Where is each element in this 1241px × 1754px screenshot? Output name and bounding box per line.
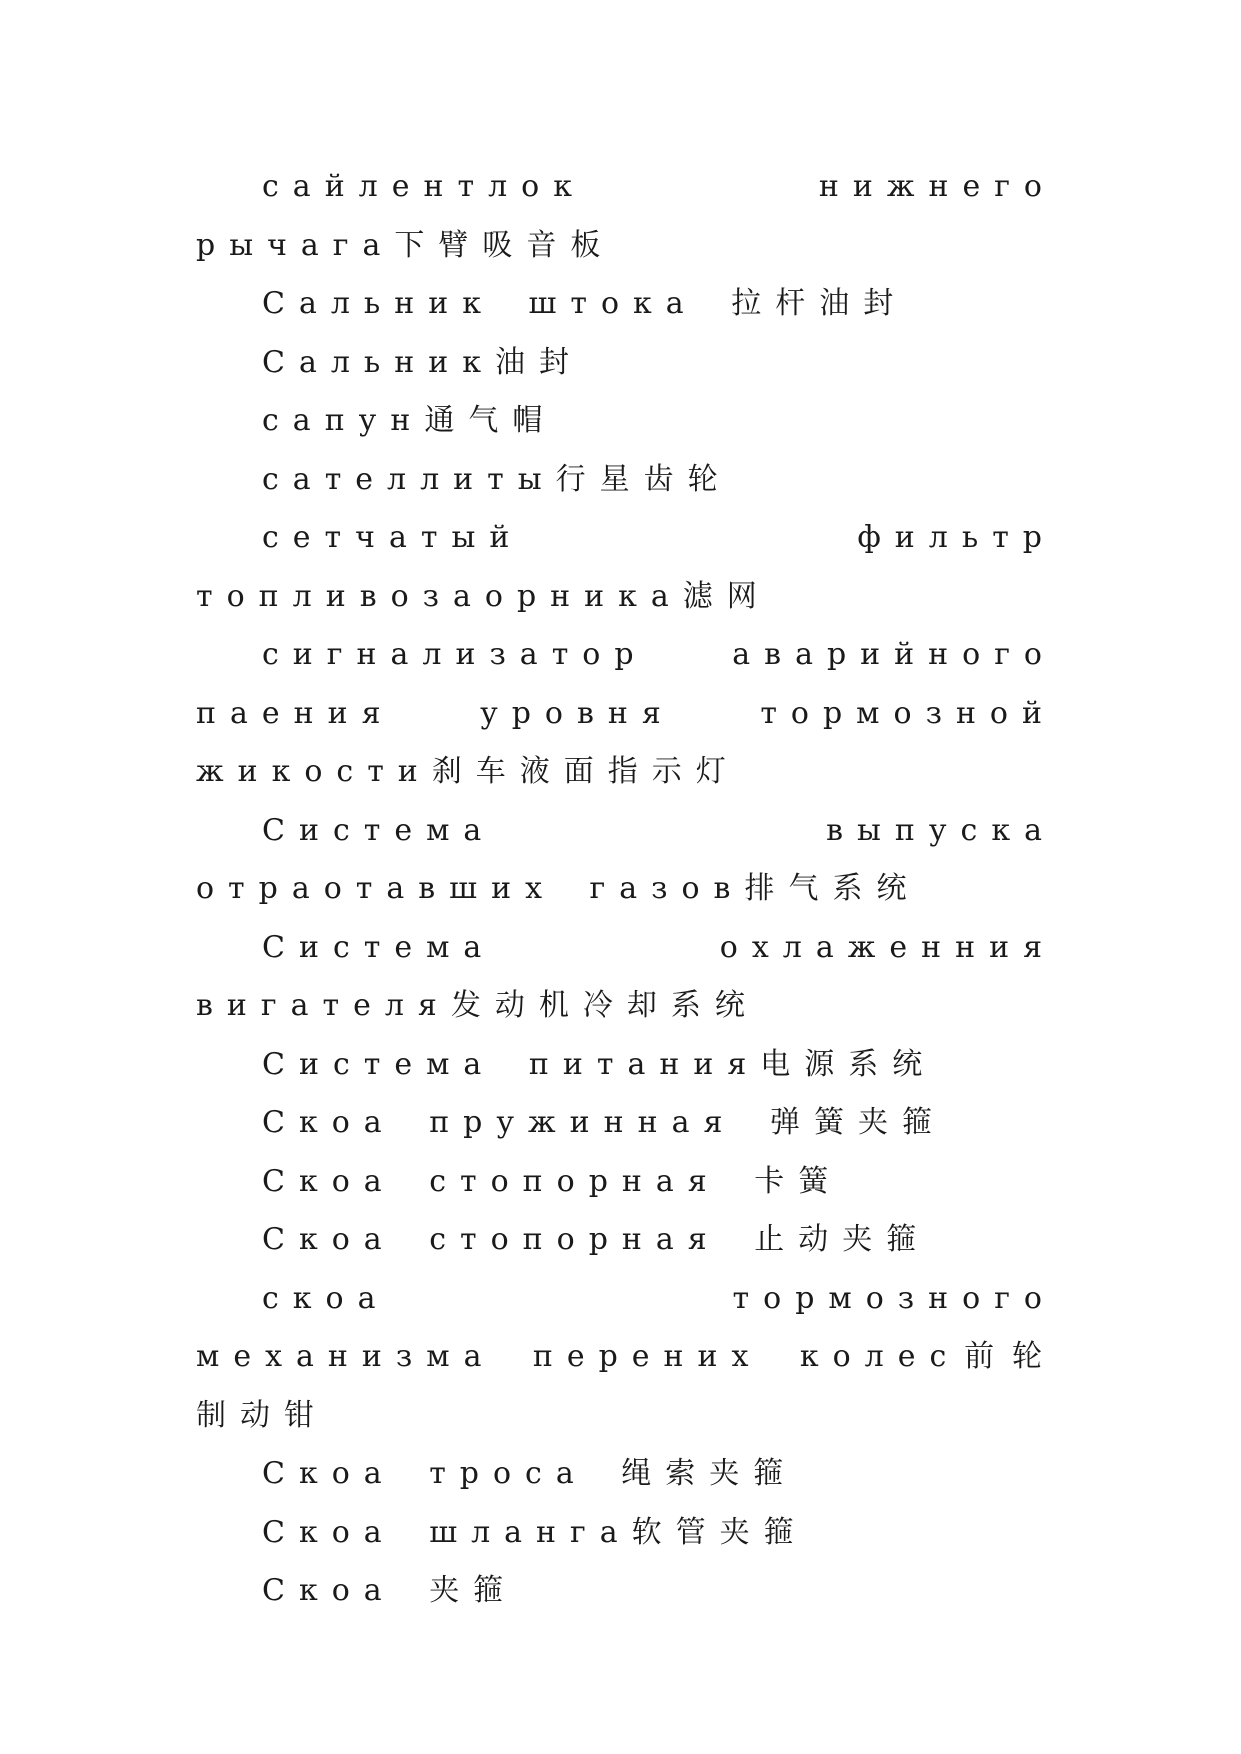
glossary-entry: Система питания电源系统 [262,1046,937,1082]
glossary-entry: Сальник штока 拉杆油封 [262,286,908,321]
glossary-text [196,158,1056,1621]
glossary-entry: Система выпуска отраотавших газов排气系统 [196,812,1056,906]
glossary-entry: Скоа 夹箍 [262,1573,518,1608]
glossary-entry: Скоа пружинная 弹簧夹箍 [262,1105,946,1140]
glossary-entry: сетчатый фильтр топливозаорника滤网 [196,520,1056,614]
glossary-entry: сапун通气帽 [262,403,557,438]
glossary-entry: сателлиты行星齿轮 [262,461,732,497]
glossary-entry: Сальник油封 [262,344,583,380]
glossary-entry: Скоа стопорная 卡簧 [262,1163,843,1199]
glossary-entry: Скоа троса 绳索夹箍 [262,1456,798,1491]
glossary-entry: скоа тормозного механизма перених колес前轮制动钳 [196,1280,1056,1433]
glossary-entry: Система охлаженния вигателя发动机冷却系统 [196,929,1056,1023]
glossary-entry: сайлентлок нижнего рычага下臂吸音板 [196,169,1056,263]
glossary-entry: Скоа стопорная 止动夹箍 [262,1222,931,1257]
glossary-entry: Скоа шланга软管夹箍 [262,1514,808,1550]
glossary-entry: сигнализатор аварийного паения уровня тормозной жикости刹车液面指示灯 [196,637,1056,789]
